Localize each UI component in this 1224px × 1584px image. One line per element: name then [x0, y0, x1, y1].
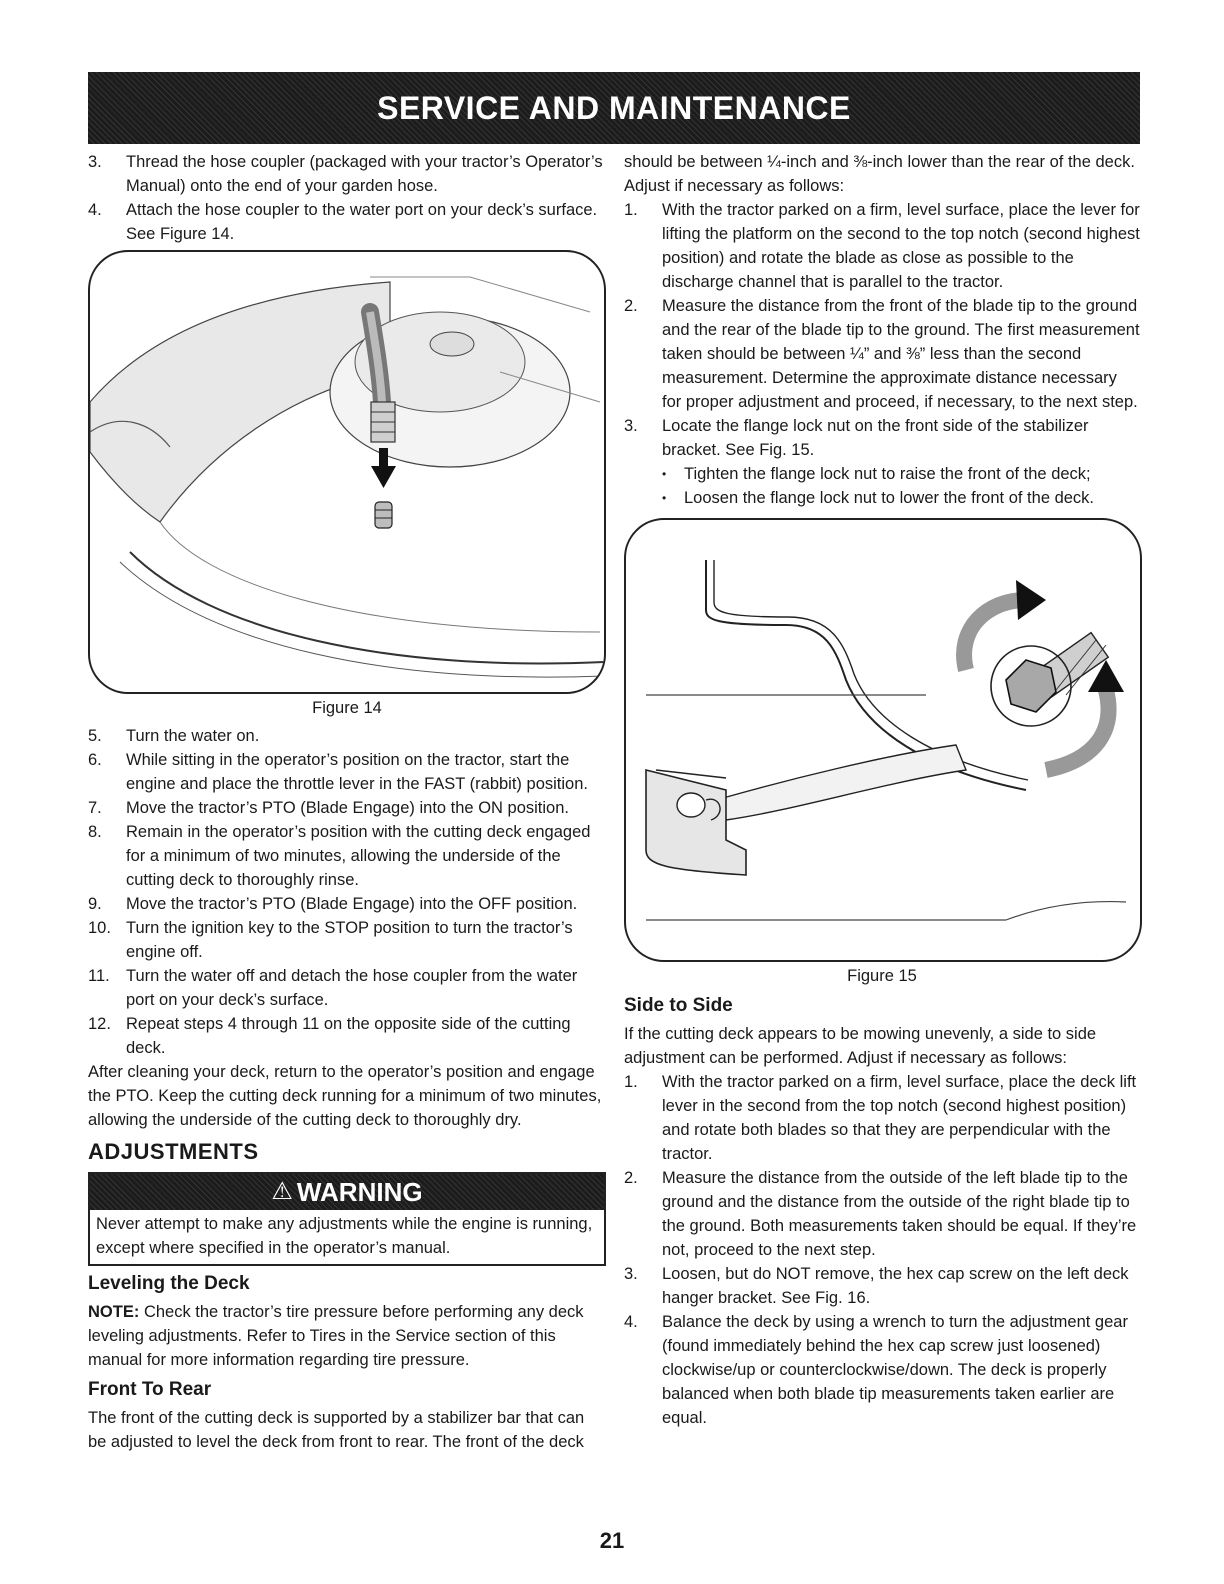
figure-15-illustration	[624, 518, 1142, 962]
page-number: 21	[599, 1528, 625, 1553]
front-to-rear-steps-list	[624, 198, 1140, 462]
warning-box	[88, 1172, 606, 1266]
bullet-icon: •	[662, 491, 667, 505]
figure-15-caption: Figure 15	[847, 967, 917, 985]
list-item: 5. Turn the water on.	[88, 727, 260, 745]
list-item: • Tighten the flange lock nut to raise the front of the deck;	[662, 462, 1140, 486]
left-column	[88, 150, 606, 1454]
side-to-side-heading: Side to Side	[624, 995, 733, 1016]
note-label: NOTE:	[88, 1303, 140, 1321]
list-item: 4. Attach the hose coupler to the water port on your deck’s surface. See Figure 14.	[88, 201, 598, 243]
front-to-rear-continued: should be between ¼-inch and ⅜-inch lower than the rear of the deck. Adjust if necessary as follows:	[624, 153, 1135, 195]
washout-steps-list	[88, 724, 606, 1060]
list-item: 3. Loosen, but do NOT remove, the hex cap screw on the left deck hanger bracket. See Fig. 16.	[624, 1265, 1129, 1307]
list-item: 12. Repeat steps 4 through 11 on the opposite side of the cutting deck.	[88, 1015, 571, 1057]
flange-nut-bullets	[624, 462, 1140, 510]
page-title: SERVICE AND MAINTENANCE	[377, 89, 851, 126]
leveling-heading: Leveling the Deck	[88, 1273, 250, 1294]
warning-text: Never attempt to make any adjustments while the engine is running, except where specified in the operator’s manual.	[96, 1215, 593, 1257]
warning-title: WARNING	[296, 1177, 423, 1207]
list-item: 7. Move the tractor’s PTO (Blade Engage) into the ON position.	[88, 799, 569, 817]
warning-triangle-icon: ⚠	[271, 1178, 293, 1205]
front-to-rear-heading: Front To Rear	[88, 1379, 212, 1400]
front-to-rear-intro: The front of the cutting deck is supported by a stabilizer bar that can be adjusted to level the deck from front to rear. The front of the deck	[88, 1409, 585, 1451]
deck-washout-drawing	[90, 252, 604, 692]
note-text: Check the tractor’s tire pressure before performing any deck leveling adjustments. Refer to Tires in the Service section of this manual for more information regarding tire pressure.	[88, 1303, 584, 1369]
stabilizer-bracket-drawing	[626, 520, 1140, 960]
right-column	[624, 150, 1140, 1430]
adjustments-heading: ADJUSTMENTS	[88, 1139, 259, 1164]
figure-14-caption: Figure 14	[312, 699, 382, 717]
side-to-side-intro: If the cutting deck appears to be mowing unevenly, a side to side adjustment can be performed. Adjust if necessary as follows:	[624, 1025, 1097, 1067]
list-item: • Loosen the flange lock nut to lower the front of the deck.	[662, 486, 1140, 510]
list-item: 2. Measure the distance from the outside of the left blade tip to the ground and the distance from the outside of the right blade tip to the ground. Both measurements taken should be equal. If they’re not, proceed to the next step.	[624, 1169, 1137, 1259]
list-item: 3. Thread the hose coupler (packaged with your tractor’s Operator’s Manual) onto the end of your garden hose.	[88, 153, 603, 195]
warning-header	[90, 1174, 604, 1210]
list-item: 1. With the tractor parked on a firm, level surface, place the deck lift lever in the second from the top notch (second highest position) and rotate both blades so that they are perpendicular with the tractor.	[624, 1073, 1137, 1163]
list-item: 8. Remain in the operator’s position with the cutting deck engaged for a minimum of two minutes, allowing the underside of the cutting deck to thoroughly rinse.	[88, 823, 591, 889]
list-item: 11. Turn the water off and detach the hose coupler from the water port on your deck’s surface.	[88, 967, 578, 1009]
leveling-note	[88, 1300, 606, 1372]
list-item: 6. While sitting in the operator’s position on the tractor, start the engine and place the throttle lever in the FAST (rabbit) position.	[88, 751, 588, 793]
side-to-side-steps-list	[624, 1070, 1140, 1430]
list-item: 1. With the tractor parked on a firm, level surface, place the lever for lifting the platform on the second to the top notch (second highest position) and rotate the blade as close as possible to the discharge channel that is parallel to the tractor.	[624, 201, 1140, 291]
after-cleaning-paragraph: After cleaning your deck, return to the operator’s position and engage the PTO. Keep the cutting deck running for a minimum of two minutes, allowing the underside of the cutting deck to thoroughly dry.	[88, 1063, 602, 1129]
list-item: 10. Turn the ignition key to the STOP position to turn the tractor’s engine off.	[88, 919, 573, 961]
list-item: 9. Move the tractor’s PTO (Blade Engage) into the OFF position.	[88, 895, 578, 913]
header-banner	[88, 72, 1140, 144]
list-item: 4. Balance the deck by using a wrench to turn the adjustment gear (found immediately behind the hex cap screw just loosened) clockwise/up or counterclockwise/down. The deck is properly balanced when both blade tip measurements taken earlier are equal.	[624, 1313, 1128, 1427]
list-item: 3. Locate the flange lock nut on the front side of the stabilizer bracket. See Fig. 15.	[624, 417, 1089, 459]
hose-steps-list	[88, 150, 606, 246]
figure-14-illustration	[88, 250, 606, 694]
bullet-icon: •	[662, 467, 667, 481]
list-item: 2. Measure the distance from the front of the blade tip to the ground and the rear of the blade tip to the ground. The first measurement taken should be between ¼” and ⅜” less than the second measurement. Determine the approximate distance necessary for proper adjustment and proceed, if necessary, to the next step.	[624, 297, 1140, 411]
